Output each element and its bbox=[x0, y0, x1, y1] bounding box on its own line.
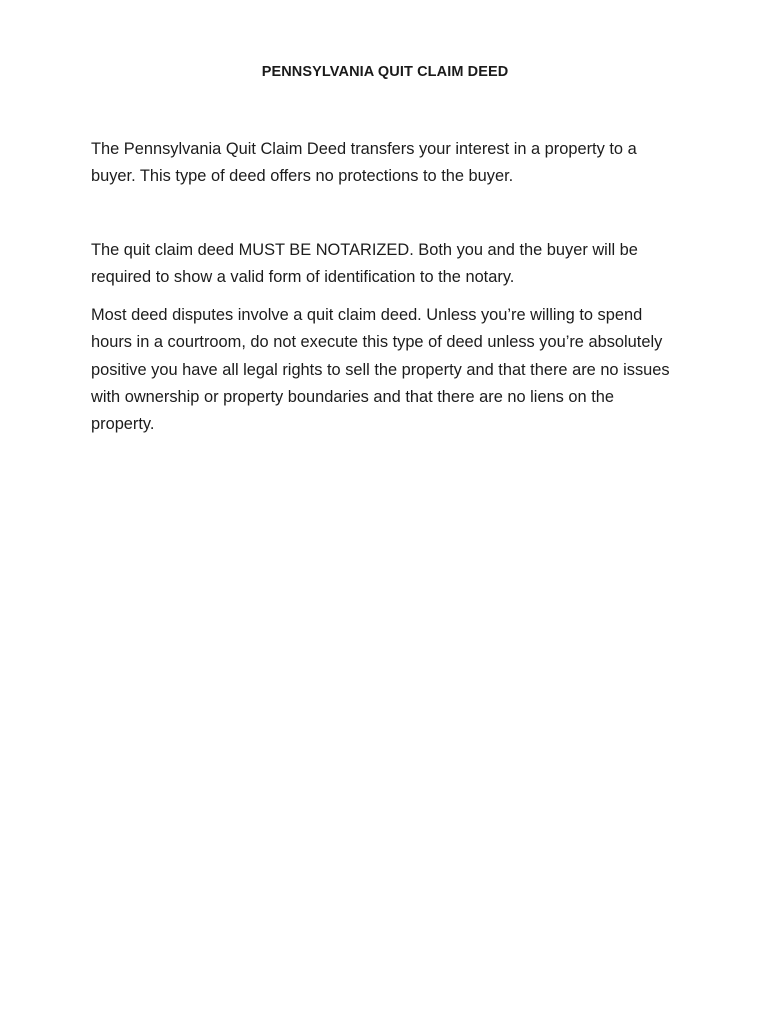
disputes-warning-paragraph: Most deed disputes involve a quit claim deed. Unless you’re willing to spend hours in a courtroom, do not execute this type of deed unless you’re absolutely positive you have all legal rights to sell the property and that there are no issues with ownership or property boundaries and that there are no liens on the property. bbox=[91, 306, 670, 434]
notarization-paragraph: The quit claim deed MUST BE NOTARIZED. Both you and the buyer will be required to show a valid form of identification to the notary. bbox=[91, 241, 638, 287]
intro-paragraph: The Pennsylvania Quit Claim Deed transfers your interest in a property to a buyer. This type of deed offers no protections to the buyer. bbox=[91, 140, 637, 186]
document-title: PENNSYLVANIA QUIT CLAIM DEED bbox=[261, 64, 509, 80]
